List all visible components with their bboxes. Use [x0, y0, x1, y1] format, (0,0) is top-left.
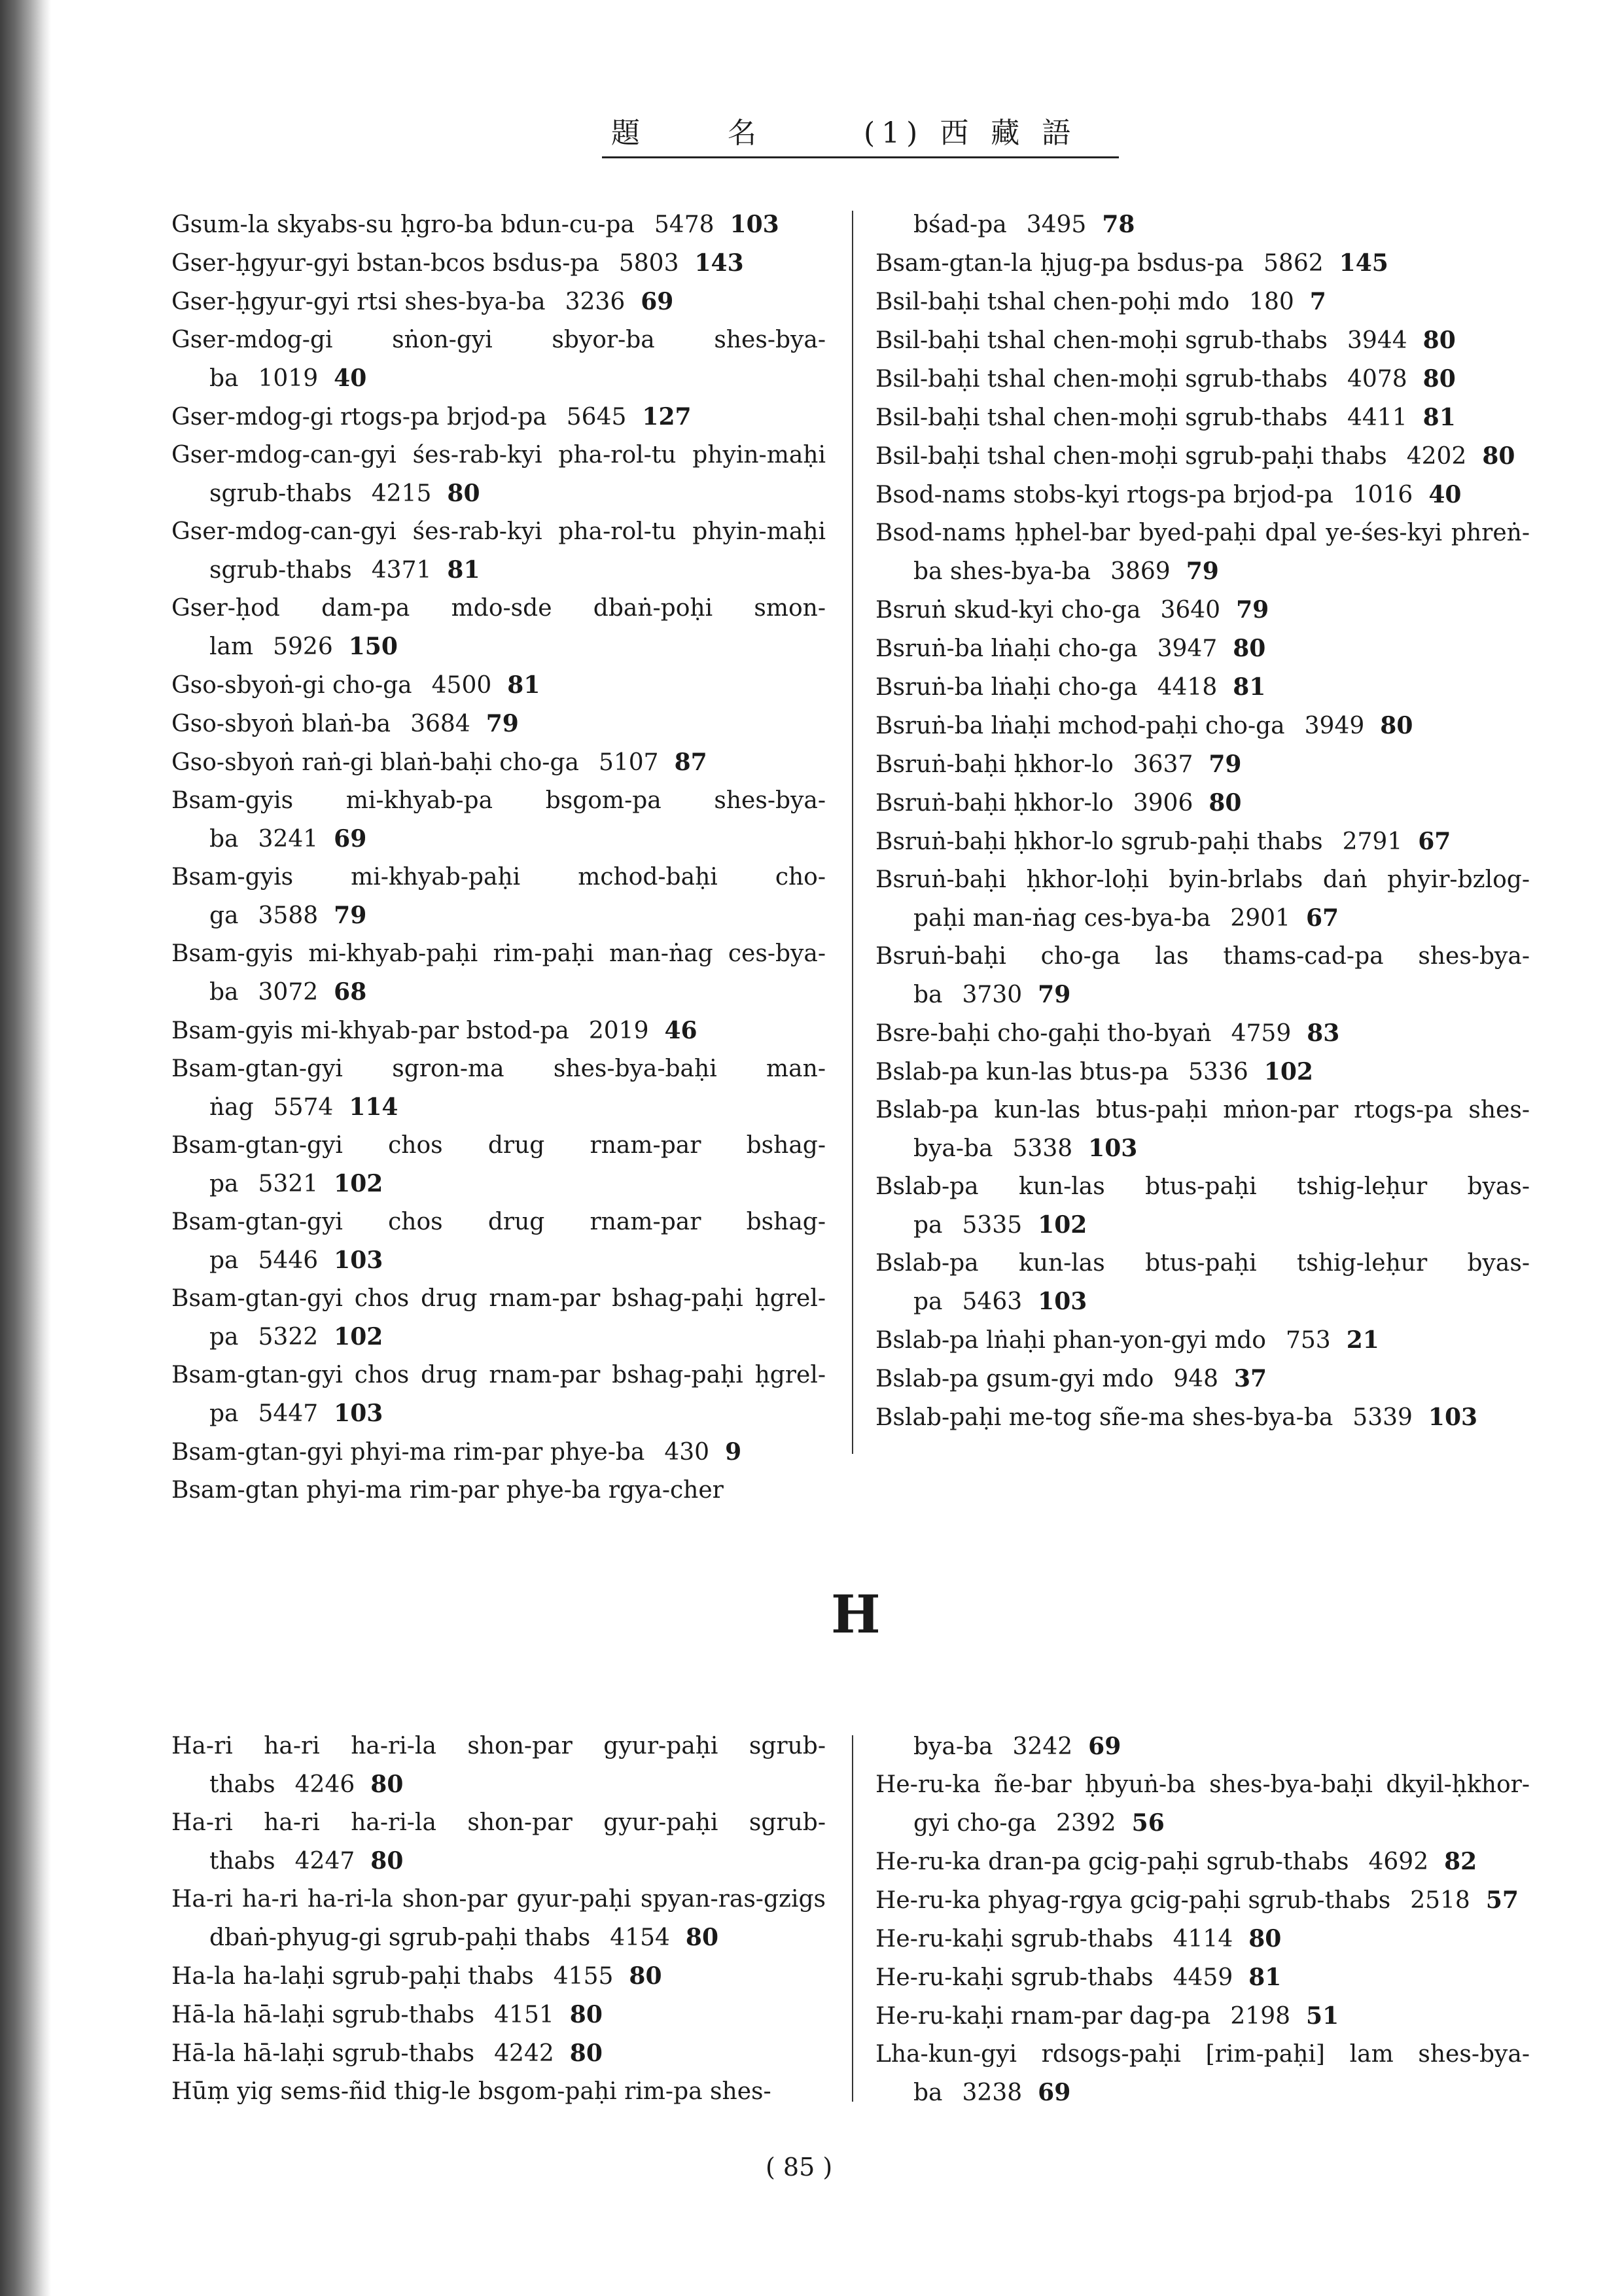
entry-title: Bslab-pa kun-las btus-pa [875, 1059, 1169, 1086]
entry-number: 4371 [371, 557, 432, 584]
entry-number: 5107 [598, 749, 659, 776]
entry-title: Bsruṅ-ba lṅaḥi cho-ga [875, 635, 1138, 662]
entry-page: 150 [348, 633, 398, 660]
header-section: (1) 西 藏 語 [864, 116, 1078, 150]
entry-title: Hā-la hā-laḥi sgrub-thabs [171, 2040, 475, 2067]
section1-right-column [875, 205, 1530, 1437]
entry-number: 3640 [1160, 597, 1221, 624]
entry-title: He-ru-ka phyag-rgya gcig-paḥi sgrub-thabs [875, 1887, 1391, 1914]
index-entry [875, 629, 1530, 668]
entry-page: 46 [664, 1017, 697, 1044]
entry-title: Gser-mdog-gi sṅon-gyi sbyor-ba shes-bya-ba [171, 327, 826, 392]
entry-title: Ha-ri ha-ri ha-ri-la shon-par gyur-paḥi sgrub-thabs [171, 1809, 826, 1875]
entry-title: Bsam-gyis mi-khyab-paḥi rim-paḥi man-ṅag ces-bya-ba [171, 940, 826, 1006]
entry-page: 56 [1131, 1809, 1165, 1837]
entry-number: 4078 [1347, 366, 1407, 393]
index-entry [171, 1472, 826, 1510]
entry-page: 78 [1102, 211, 1135, 238]
index-entry [171, 321, 826, 398]
index-entry [171, 1050, 826, 1127]
entry-title: Ha-ri ha-ri ha-ri-la shon-par gyur-paḥi sgrub-thabs [171, 1733, 826, 1798]
entry-page: 80 [629, 1962, 662, 1990]
index-entry [875, 1766, 1530, 1843]
entry-page: 79 [485, 710, 519, 737]
entry-title: He-ru-kaḥi sgrub-thabs [875, 1964, 1154, 1991]
entry-number: 948 [1173, 1366, 1218, 1392]
entry-page: 80 [1380, 712, 1413, 739]
section2-left-column [171, 1727, 826, 2111]
index-entry [875, 476, 1530, 514]
entry-number: 2198 [1230, 2003, 1291, 2030]
index-entry [171, 590, 826, 666]
entry-page: 21 [1346, 1326, 1379, 1354]
entry-number: 4418 [1157, 674, 1218, 701]
entry-page: 69 [1038, 2079, 1071, 2106]
section1-left-column [171, 205, 826, 1510]
index-entry [171, 283, 826, 321]
entry-number: 4215 [371, 480, 432, 507]
entry-page: 79 [1209, 751, 1242, 778]
entry-page: 81 [447, 556, 480, 584]
entry-page: 79 [334, 902, 367, 929]
section2-right-column [875, 1727, 1530, 2112]
entry-title: Bsruṅ skud-kyi cho-ga [875, 597, 1141, 624]
index-entry [171, 1727, 826, 1804]
entry-page: 80 [1248, 1925, 1282, 1952]
index-entry [171, 782, 826, 858]
index-entry [875, 1014, 1530, 1053]
entry-number: 4246 [294, 1771, 355, 1798]
entry-page: 103 [1038, 1288, 1087, 1315]
entry-title: bya-ba [913, 1733, 993, 1760]
index-entry [875, 1360, 1530, 1398]
entry-title: Bslab-pa kun-las btus-paḥi tshig-leḥur byas-pa [875, 1250, 1530, 1315]
entry-number: 3241 [258, 826, 319, 853]
section-letter: H [831, 1583, 881, 1645]
entry-title: Bsam-gtan-la ḥjug-pa bsdus-pa [875, 250, 1244, 277]
entry-title: Bsruṅ-baḥi ḥkhor-lo [875, 790, 1114, 817]
entry-number: 4459 [1173, 1964, 1233, 1991]
entry-number: 2392 [1056, 1810, 1116, 1837]
entry-number: 5478 [654, 211, 715, 238]
entry-title: bśad-pa [913, 211, 1007, 238]
entry-number: 3236 [565, 289, 626, 315]
entry-page: 103 [334, 1400, 383, 1427]
index-entry [875, 514, 1530, 591]
entry-number: 3947 [1157, 635, 1218, 662]
index-entry [875, 1245, 1530, 1321]
index-entry [171, 436, 826, 513]
entry-title: Ha-la ha-laḥi sgrub-paḥi thabs [171, 1963, 534, 1990]
entry-number: 5339 [1352, 1404, 1413, 1431]
entry-number: 5926 [273, 633, 333, 660]
index-entry [171, 205, 826, 244]
entry-number: 180 [1249, 289, 1294, 315]
entry-page: 81 [507, 671, 540, 699]
entry-page: 37 [1234, 1365, 1267, 1392]
entry-number: 5338 [1012, 1135, 1073, 1162]
index-entry [875, 861, 1530, 938]
index-entry [875, 1843, 1530, 1881]
index-entry [875, 437, 1530, 476]
entry-number: 5336 [1188, 1059, 1248, 1086]
entry-title: Gsum-la skyabs-su ḥgro-ba bdun-cu-pa [171, 211, 635, 238]
entry-number: 3949 [1304, 713, 1365, 739]
entry-page: 87 [674, 749, 707, 776]
entry-number: 3072 [258, 979, 319, 1006]
index-entry [171, 1203, 826, 1280]
entry-number: 3495 [1026, 211, 1087, 238]
index-entry [875, 283, 1530, 321]
entry-number: 3944 [1347, 327, 1407, 354]
entry-number: 4154 [610, 1924, 670, 1951]
entry-title: Gser-ḥod dam-pa mdo-sde dbaṅ-poḥi smon-lam [171, 595, 826, 660]
entry-page: 145 [1339, 249, 1388, 277]
running-header [602, 113, 1119, 158]
index-entry [171, 1012, 826, 1050]
entry-title: Bsam-gtan-gyi chos drug rnam-par bshag-pa [171, 1132, 826, 1197]
entry-number: 4242 [494, 2040, 554, 2067]
header-title: 題 名 [611, 116, 796, 150]
index-entry [875, 784, 1530, 822]
entry-page: 80 [1233, 635, 1266, 662]
index-entry [171, 513, 826, 590]
entry-number: 4247 [294, 1848, 355, 1875]
entry-number: 2518 [1410, 1887, 1470, 1914]
entry-number: 753 [1285, 1327, 1331, 1354]
entry-page: 67 [1418, 828, 1451, 855]
entry-number: 3869 [1110, 558, 1171, 585]
entry-page: 51 [1306, 2002, 1339, 2030]
entry-page: 102 [1263, 1058, 1313, 1086]
entry-page: 102 [1038, 1211, 1087, 1239]
entry-title: Bsil-baḥi tshal chen-poḥi mdo [875, 289, 1230, 315]
entry-number: 3588 [258, 902, 319, 929]
entry-title: Bslab-paḥi me-tog sñe-ma shes-bya-ba [875, 1404, 1333, 1431]
entry-title: Bsam-gyis mi-khyab-par bstod-pa [171, 1017, 569, 1044]
entry-page: 69 [334, 825, 367, 853]
index-entry [875, 1091, 1530, 1168]
column-divider-2 [852, 1735, 853, 2102]
index-entry [875, 1168, 1530, 1245]
entry-page: 103 [1088, 1135, 1138, 1162]
entry-number: 3242 [1012, 1733, 1073, 1760]
entry-number: 4759 [1231, 1020, 1292, 1047]
entry-number: 5447 [258, 1400, 319, 1427]
entry-number: 4692 [1368, 1848, 1429, 1875]
entry-title: Gser-ḥgyur-gyi bstan-bcos bsdus-pa [171, 250, 599, 277]
entry-number: 4500 [431, 672, 492, 699]
entry-page: 79 [1038, 981, 1071, 1008]
entry-number: 5322 [258, 1324, 319, 1351]
entry-number: 5335 [962, 1212, 1023, 1239]
entry-page: 80 [569, 2040, 603, 2067]
entry-page: 7 [1309, 288, 1326, 315]
entry-title: Bsruṅ-baḥi cho-ga las thams-cad-pa shes-bya-ba [875, 943, 1530, 1008]
entry-page: 103 [730, 211, 779, 238]
entry-title: Bsod-nams stobs-kyi rtogs-pa brjod-pa [875, 482, 1333, 508]
index-entry [171, 743, 826, 782]
index-entry [171, 1433, 826, 1472]
index-entry [875, 668, 1530, 707]
entry-title: Bslab-pa kun-las btus-paḥi mṅon-par rtogs-pa shes-bya-ba [875, 1097, 1530, 1162]
entry-number: 4155 [553, 1963, 614, 1990]
entry-title: Bsam-gyis mi-khyab-pa bsgom-pa shes-bya-ba [171, 787, 826, 853]
index-entry [875, 1997, 1530, 2036]
index-entry [171, 398, 826, 436]
entry-page: 83 [1307, 1019, 1340, 1047]
entry-page: 67 [1305, 904, 1339, 932]
entry-page: 80 [685, 1924, 719, 1951]
index-entry [171, 858, 826, 935]
entry-page: 81 [1248, 1964, 1282, 1991]
index-entry [171, 1356, 826, 1433]
entry-number: 5463 [962, 1288, 1023, 1315]
index-entry [171, 2073, 826, 2111]
entry-page: 80 [1482, 442, 1515, 470]
entry-page: 143 [694, 249, 744, 277]
entry-page: 103 [334, 1246, 383, 1274]
entry-title: He-ru-ka dran-pa gcig-paḥi sgrub-thabs [875, 1848, 1349, 1875]
entry-title: Bslab-pa gsum-gyi mdo [875, 1366, 1154, 1392]
entry-title: Bsruṅ-ba lṅaḥi mchod-paḥi cho-ga [875, 713, 1285, 739]
entry-title: Gser-mdog-can-gyi śes-rab-kyi pha-rol-tu phyin-maḥi sgrub-thabs [171, 442, 826, 507]
entry-title: Bsruṅ-baḥi ḥkhor-loḥi byin-brlabs daṅ phyir-bzlog-paḥi man-ṅag ces-bya-ba [875, 866, 1530, 932]
page-number: ( 85 ) [766, 2153, 833, 2181]
entry-number: 2901 [1230, 905, 1290, 932]
entry-page: 114 [349, 1093, 398, 1121]
index-entry [171, 1280, 826, 1356]
entry-title: Bsil-baḥi tshal chen-moḥi sgrub-thabs [875, 366, 1328, 393]
entry-page: 69 [641, 288, 674, 315]
index-entry [171, 1996, 826, 2034]
entry-page: 81 [1422, 404, 1456, 431]
index-entry [875, 1958, 1530, 1997]
entry-page: 80 [370, 1771, 404, 1798]
entry-title: Bsil-baḥi tshal chen-moḥi sgrub-thabs [875, 327, 1328, 354]
entry-number: 3906 [1133, 790, 1193, 817]
entry-title: Bslab-pa kun-las btus-paḥi tshig-leḥur byas-pa [875, 1173, 1530, 1239]
entry-page: 80 [1422, 327, 1456, 354]
index-entry [171, 2034, 826, 2073]
entry-number: 3684 [410, 711, 470, 737]
entry-number: 5862 [1263, 250, 1324, 277]
entry-number: 3730 [962, 981, 1023, 1008]
entry-page: 80 [569, 2001, 603, 2028]
entry-number: 5446 [258, 1247, 319, 1274]
index-entry [875, 1881, 1530, 1920]
entry-number: 4202 [1406, 443, 1467, 470]
entry-title: Lha-kun-gyi rdsogs-paḥi [rim-paḥi] lam shes-bya-ba [875, 2041, 1530, 2106]
entry-page: 80 [1422, 365, 1456, 393]
entry-page: 102 [334, 1170, 383, 1197]
entry-title: Gser-mdog-can-gyi śes-rab-kyi pha-rol-tu phyin-maḥi sgrub-thabs [171, 518, 826, 584]
entry-title: Bsil-baḥi tshal chen-moḥi sgrub-thabs [875, 404, 1328, 431]
index-entry [171, 666, 826, 705]
index-entry [171, 1804, 826, 1881]
entry-number: 5803 [618, 250, 679, 277]
index-entry [171, 1127, 826, 1203]
index-entry [171, 935, 826, 1012]
entry-title: He-ru-kaḥi rnam-par dag-pa [875, 2003, 1211, 2030]
entry-number: 430 [664, 1439, 710, 1466]
entry-title: He-ru-ka ñe-bar ḥbyuṅ-ba shes-bya-baḥi dkyil-ḥkhor-gyi cho-ga [875, 1771, 1530, 1837]
entry-title: Gso-sbyoṅ raṅ-gi blaṅ-baḥi cho-ga [171, 749, 579, 776]
entry-page: 79 [1186, 557, 1219, 585]
entry-number: 4411 [1347, 404, 1407, 431]
entry-page: 80 [370, 1847, 404, 1875]
entry-number: 5645 [566, 404, 627, 431]
entry-number: 4151 [494, 2002, 554, 2028]
entry-title: Gso-sbyoṅ blaṅ-ba [171, 711, 391, 737]
entry-number: 5574 [273, 1094, 334, 1121]
entry-page: 57 [1485, 1886, 1519, 1914]
entry-number: 4114 [1173, 1926, 1233, 1952]
entry-number: 3637 [1133, 751, 1193, 778]
entry-number: 1019 [258, 365, 319, 392]
entry-page: 40 [1428, 481, 1462, 508]
entry-page: 80 [447, 480, 480, 507]
index-entry [875, 1321, 1530, 1360]
entry-title: Gser-ḥgyur-gyi rtsi shes-bya-ba [171, 289, 546, 315]
entry-page: 40 [334, 364, 367, 392]
entry-title: Ha-ri ha-ri ha-ri-la shon-par gyur-paḥi spyan-ras-gzigs dbaṅ-phyug-gi sgrub-paḥi thabs [171, 1886, 826, 1951]
entry-title: Gso-sbyoṅ-gi cho-ga [171, 672, 412, 699]
entry-title: Hā-la hā-laḥi sgrub-thabs [171, 2002, 475, 2028]
entry-title: Bsam-gtan-gyi phyi-ma rim-par phye-ba [171, 1439, 645, 1466]
index-entry [875, 1920, 1530, 1958]
index-entry [875, 398, 1530, 437]
entry-title: Bsam-gtan-gyi chos drug rnam-par bshag-paḥi ḥgrel-pa [171, 1285, 826, 1351]
entry-title: Bslab-pa lṅaḥi phan-yon-gyi mdo [875, 1327, 1266, 1354]
entry-title: Bsam-gtan phyi-ma rim-par phye-ba rgya-cher [171, 1477, 724, 1504]
index-entry [875, 822, 1530, 861]
index-entry [171, 1957, 826, 1996]
index-entry [171, 244, 826, 283]
scan-edge-shadow [0, 0, 51, 2296]
entry-title: Bsre-baḥi cho-gaḥi tho-byaṅ [875, 1020, 1212, 1047]
entry-title: Bsruṅ-ba lṅaḥi cho-ga [875, 674, 1138, 701]
entry-title: Bsil-baḥi tshal chen-moḥi sgrub-paḥi thabs [875, 443, 1387, 470]
entry-number: 3238 [962, 2079, 1023, 2106]
entry-page: 80 [1209, 789, 1242, 817]
entry-page: 69 [1088, 1733, 1121, 1760]
continuation-line [875, 1727, 1530, 1766]
entry-title: Gser-mdog-gi rtogs-pa brjod-pa [171, 404, 547, 431]
index-entry [875, 321, 1530, 360]
index-entry [875, 707, 1530, 745]
index-entry [875, 2036, 1530, 2112]
index-entry [875, 938, 1530, 1014]
continuation-line [875, 205, 1530, 244]
entry-title: Bsam-gtan-gyi chos drug rnam-par bshag-pa [171, 1209, 826, 1274]
entry-number: 5321 [258, 1171, 319, 1197]
entry-page: 103 [1428, 1404, 1478, 1431]
entry-title: Bsam-gyis mi-khyab-paḥi mchod-baḥi cho-ga [171, 864, 826, 929]
index-entry [875, 244, 1530, 283]
index-entry [875, 591, 1530, 629]
entry-title: Bsam-gtan-gyi chos drug rnam-par bshag-paḥi ḥgrel-pa [171, 1362, 826, 1427]
index-entry [875, 745, 1530, 784]
entry-title: Hūṃ yig sems-ñid thig-le bsgom-paḥi rim-pa shes- [171, 2078, 771, 2105]
entry-title: Bsruṅ-baḥi ḥkhor-lo sgrub-paḥi thabs [875, 828, 1323, 855]
entry-page: 81 [1233, 673, 1266, 701]
entry-page: 9 [725, 1438, 742, 1466]
entry-page: 68 [334, 978, 367, 1006]
entry-title: Bsod-nams ḥphel-bar byed-paḥi dpal ye-śes-kyi phreṅ-ba shes-bya-ba [875, 520, 1530, 585]
index-entry [171, 705, 826, 743]
index-entry [875, 1398, 1530, 1437]
entry-title: Bsam-gtan-gyi sgron-ma shes-bya-baḥi man-ṅag [171, 1055, 826, 1121]
entry-page: 127 [642, 403, 692, 431]
column-divider [852, 211, 853, 1454]
entry-title: Bsruṅ-baḥi ḥkhor-lo [875, 751, 1114, 778]
index-entry [875, 1053, 1530, 1091]
entry-number: 1016 [1352, 482, 1413, 508]
entry-page: 102 [334, 1323, 383, 1351]
index-entry [171, 1881, 826, 1957]
entry-page: 82 [1444, 1848, 1477, 1875]
index-entry [875, 360, 1530, 398]
entry-page: 79 [1236, 596, 1269, 624]
entry-title: He-ru-kaḥi sgrub-thabs [875, 1926, 1154, 1952]
entry-number: 2019 [588, 1017, 649, 1044]
entry-number: 2791 [1342, 828, 1403, 855]
